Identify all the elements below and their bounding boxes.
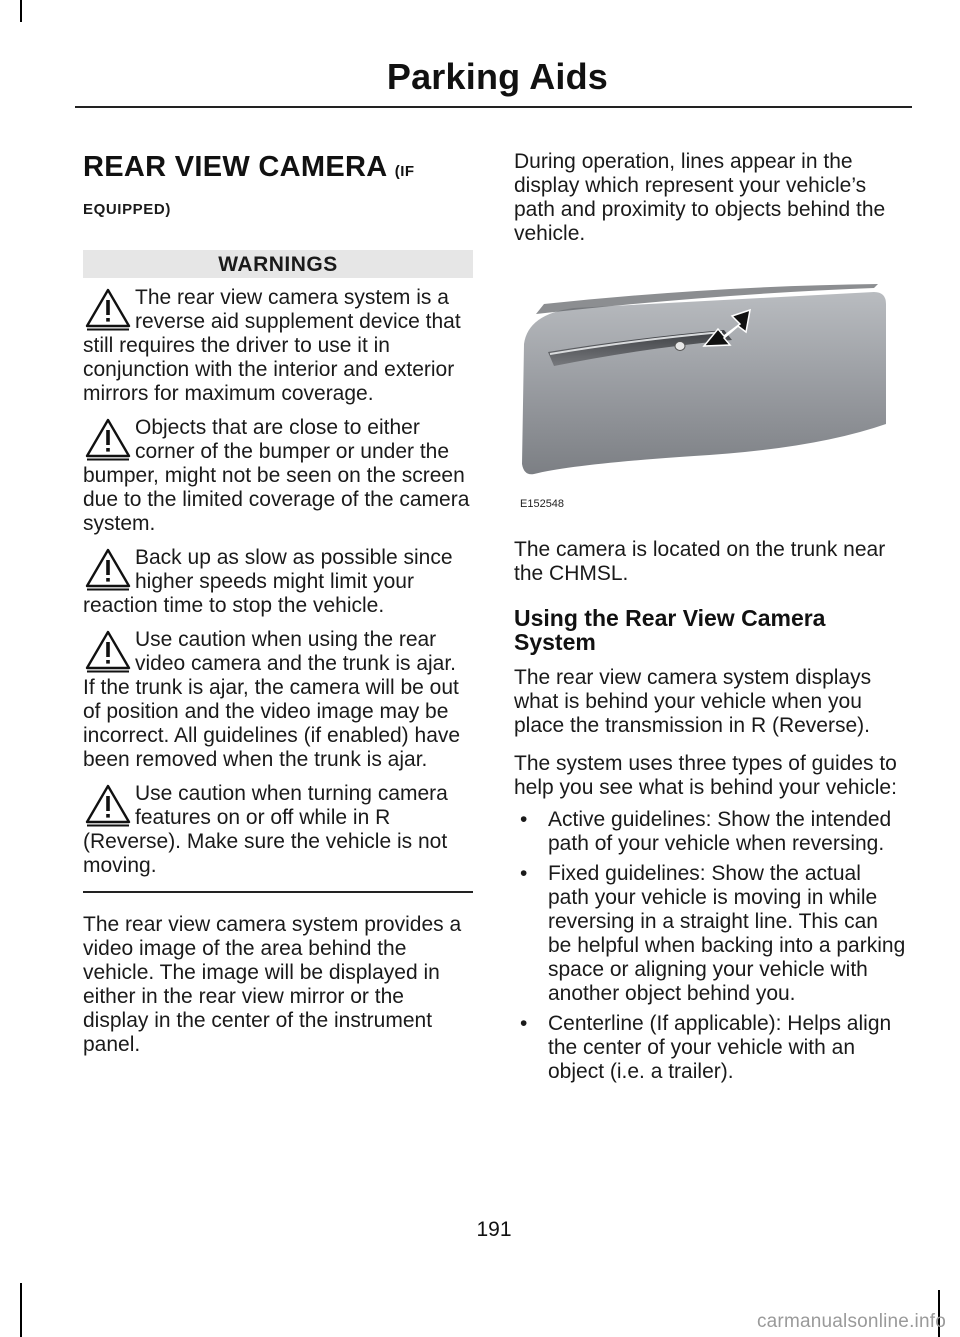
warnings-end-rule <box>83 891 473 893</box>
list-item <box>514 808 906 856</box>
warning-text: Use caution when turning camera features on or off while in R (Reverse). Make sure the vehicle is not moving. <box>83 782 448 877</box>
warning-item <box>83 286 473 406</box>
warnings-heading: WARNINGS <box>83 250 473 278</box>
watermark: carmanualsonline.info <box>756 1311 946 1332</box>
trunk-camera-illustration <box>514 274 886 512</box>
list-item-text: Fixed guidelines: Show the actual path your vehicle is moving in while reversing in a straight line. This can be helpful when backing into a parking space or aligning your vehicle with another object behind you. <box>548 862 906 1005</box>
warning-text: Objects that are close to either corner of the bumper or under the bumper, might not be seen on the screen due to the limited coverage of the camera system. <box>83 416 470 535</box>
guides-list <box>514 808 906 1084</box>
bullet-glyph: • <box>520 1012 528 1035</box>
warning-item <box>83 628 473 772</box>
list-item <box>514 1012 906 1084</box>
camera-location-paragraph: The camera is located on the trunk near the CHMSL. <box>514 538 886 585</box>
section-title-small: (IF <box>394 163 415 180</box>
warning-triangle-icon <box>83 546 133 592</box>
section-title-line2: EQUIPPED) <box>83 201 171 218</box>
crop-mark-top-left <box>20 0 22 22</box>
bullet-glyph: • <box>520 862 528 885</box>
crop-mark-bottom-left <box>20 1283 22 1337</box>
list-item-text: Centerline (If applicable): Helps align the center of your vehicle with an object (i.e. a trailer). <box>548 1012 892 1083</box>
warning-item <box>83 546 473 618</box>
warning-item <box>83 416 473 536</box>
body-paragraph: The system uses three types of guides to help you see what is behind your vehicle: <box>514 752 897 799</box>
body-paragraph: The rear view camera system provides a video image of the area behind the vehicle. The image will be displayed in either in the rear view mirror or the display in the center of the instrument panel. <box>83 913 462 1056</box>
intro-paragraph: During operation, lines appear in the display which represent your vehicle’s path and proximity to objects behind the vehicle. <box>514 150 886 245</box>
header-rule <box>75 106 912 108</box>
bullet-glyph: • <box>520 808 528 831</box>
warning-text: Use caution when using the rear video camera and the trunk is ajar. If the trunk is ajar, the camera will be out of position and the video image may be incorrect. All guidelines (if enabled) have been removed when the trunk is ajar. <box>83 628 461 771</box>
warning-triangle-icon <box>83 782 133 828</box>
page-header-title: Parking Aids <box>386 56 608 97</box>
warning-item <box>83 782 473 878</box>
warning-triangle-icon <box>83 628 133 674</box>
page-number: 191 <box>476 1218 512 1241</box>
right-column <box>514 150 906 1084</box>
list-item <box>514 862 906 1006</box>
trunk-camera-photo <box>514 274 886 512</box>
warning-text: Back up as slow as possible since higher speeds might limit your reaction time to stop the vehicle. <box>83 546 453 617</box>
warning-triangle-icon <box>83 416 133 462</box>
warning-triangle-icon <box>83 286 133 332</box>
warning-text: The rear view camera system is a reverse aid supplement device that still requires the driver to use it in conjunction with the interior and exterior mirrors for maximum coverage. <box>83 286 461 405</box>
body-paragraph: The rear view camera system displays what is behind your vehicle when you place the transmission in R (Reverse). <box>514 666 872 737</box>
image-caption: E152548 <box>520 498 565 510</box>
list-item-text: Active guidelines: Show the intended path of your vehicle when reversing. <box>548 808 892 855</box>
section-title <box>83 150 473 189</box>
subheading: Using the Rear View Camera System <box>514 605 826 655</box>
left-column <box>83 150 473 1057</box>
section-title-main: REAR VIEW CAMERA <box>83 151 387 183</box>
